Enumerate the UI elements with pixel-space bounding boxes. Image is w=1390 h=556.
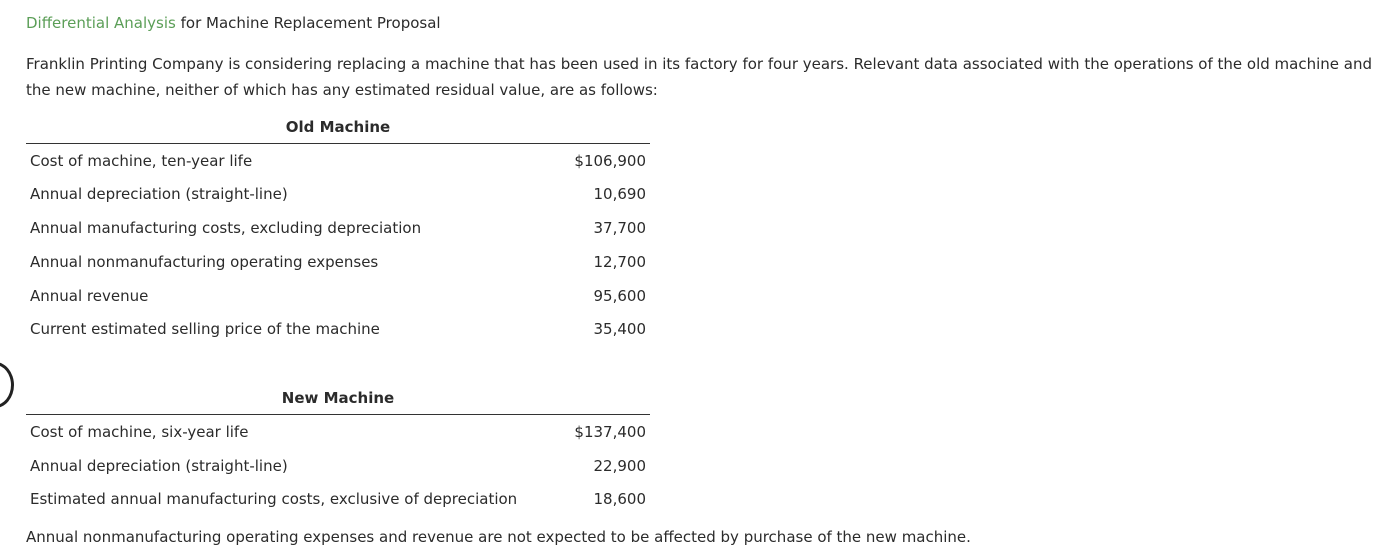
row-label: Estimated annual manufacturing costs, exclusive of depreciation bbox=[30, 490, 518, 508]
row-label: Current estimated selling price of the machine bbox=[30, 320, 380, 338]
table-row bbox=[26, 285, 650, 307]
row-value: $106,900 bbox=[574, 152, 646, 170]
row-label: Annual nonmanufacturing operating expenses bbox=[30, 253, 379, 271]
table-row bbox=[26, 251, 650, 273]
row-label: Cost of machine, six-year life bbox=[30, 423, 249, 441]
table-row bbox=[26, 183, 650, 205]
footer-note: Annual nonmanufacturing operating expenses and revenue are not expected to be affected by purchase of the new machine. bbox=[26, 528, 971, 546]
new-machine-heading: New Machine bbox=[281, 389, 395, 407]
row-label: Cost of machine, ten-year life bbox=[30, 152, 253, 170]
row-label: Annual revenue bbox=[30, 287, 149, 305]
table-row bbox=[26, 455, 650, 477]
table-row bbox=[26, 488, 650, 510]
row-value: 18,600 bbox=[593, 490, 646, 508]
table-row bbox=[26, 217, 650, 239]
row-label: Annual manufacturing costs, excluding depreciation bbox=[30, 219, 422, 237]
row-label: Annual depreciation (straight-line) bbox=[30, 457, 288, 475]
differential-analysis-link[interactable]: Differential Analysis bbox=[26, 14, 176, 32]
row-label: Annual depreciation (straight-line) bbox=[30, 185, 288, 203]
row-value: 10,690 bbox=[593, 185, 646, 203]
new-machine-divider bbox=[26, 414, 650, 415]
intro-paragraph: Franklin Printing Company is considering replacing a machine that has been used in its factory for four years. Relevant data associated with the operations of the old machine and the new machine, neither of which has any estimated residual value, are as follows: bbox=[26, 55, 1372, 99]
table-row bbox=[26, 150, 650, 172]
table-row bbox=[26, 421, 650, 443]
row-value: 22,900 bbox=[593, 457, 646, 475]
old-machine-divider bbox=[26, 143, 650, 144]
page-title bbox=[26, 13, 441, 33]
row-value: $137,400 bbox=[574, 423, 646, 441]
row-value: 37,700 bbox=[593, 219, 646, 237]
row-value: 35,400 bbox=[593, 320, 646, 338]
title-text: for Machine Replacement Proposal bbox=[175, 14, 441, 32]
row-value: 12,700 bbox=[593, 253, 646, 271]
old-machine-heading: Old Machine bbox=[285, 118, 391, 136]
side-indicator-icon bbox=[0, 362, 14, 408]
row-value: 95,600 bbox=[593, 287, 646, 305]
table-row bbox=[26, 318, 650, 340]
